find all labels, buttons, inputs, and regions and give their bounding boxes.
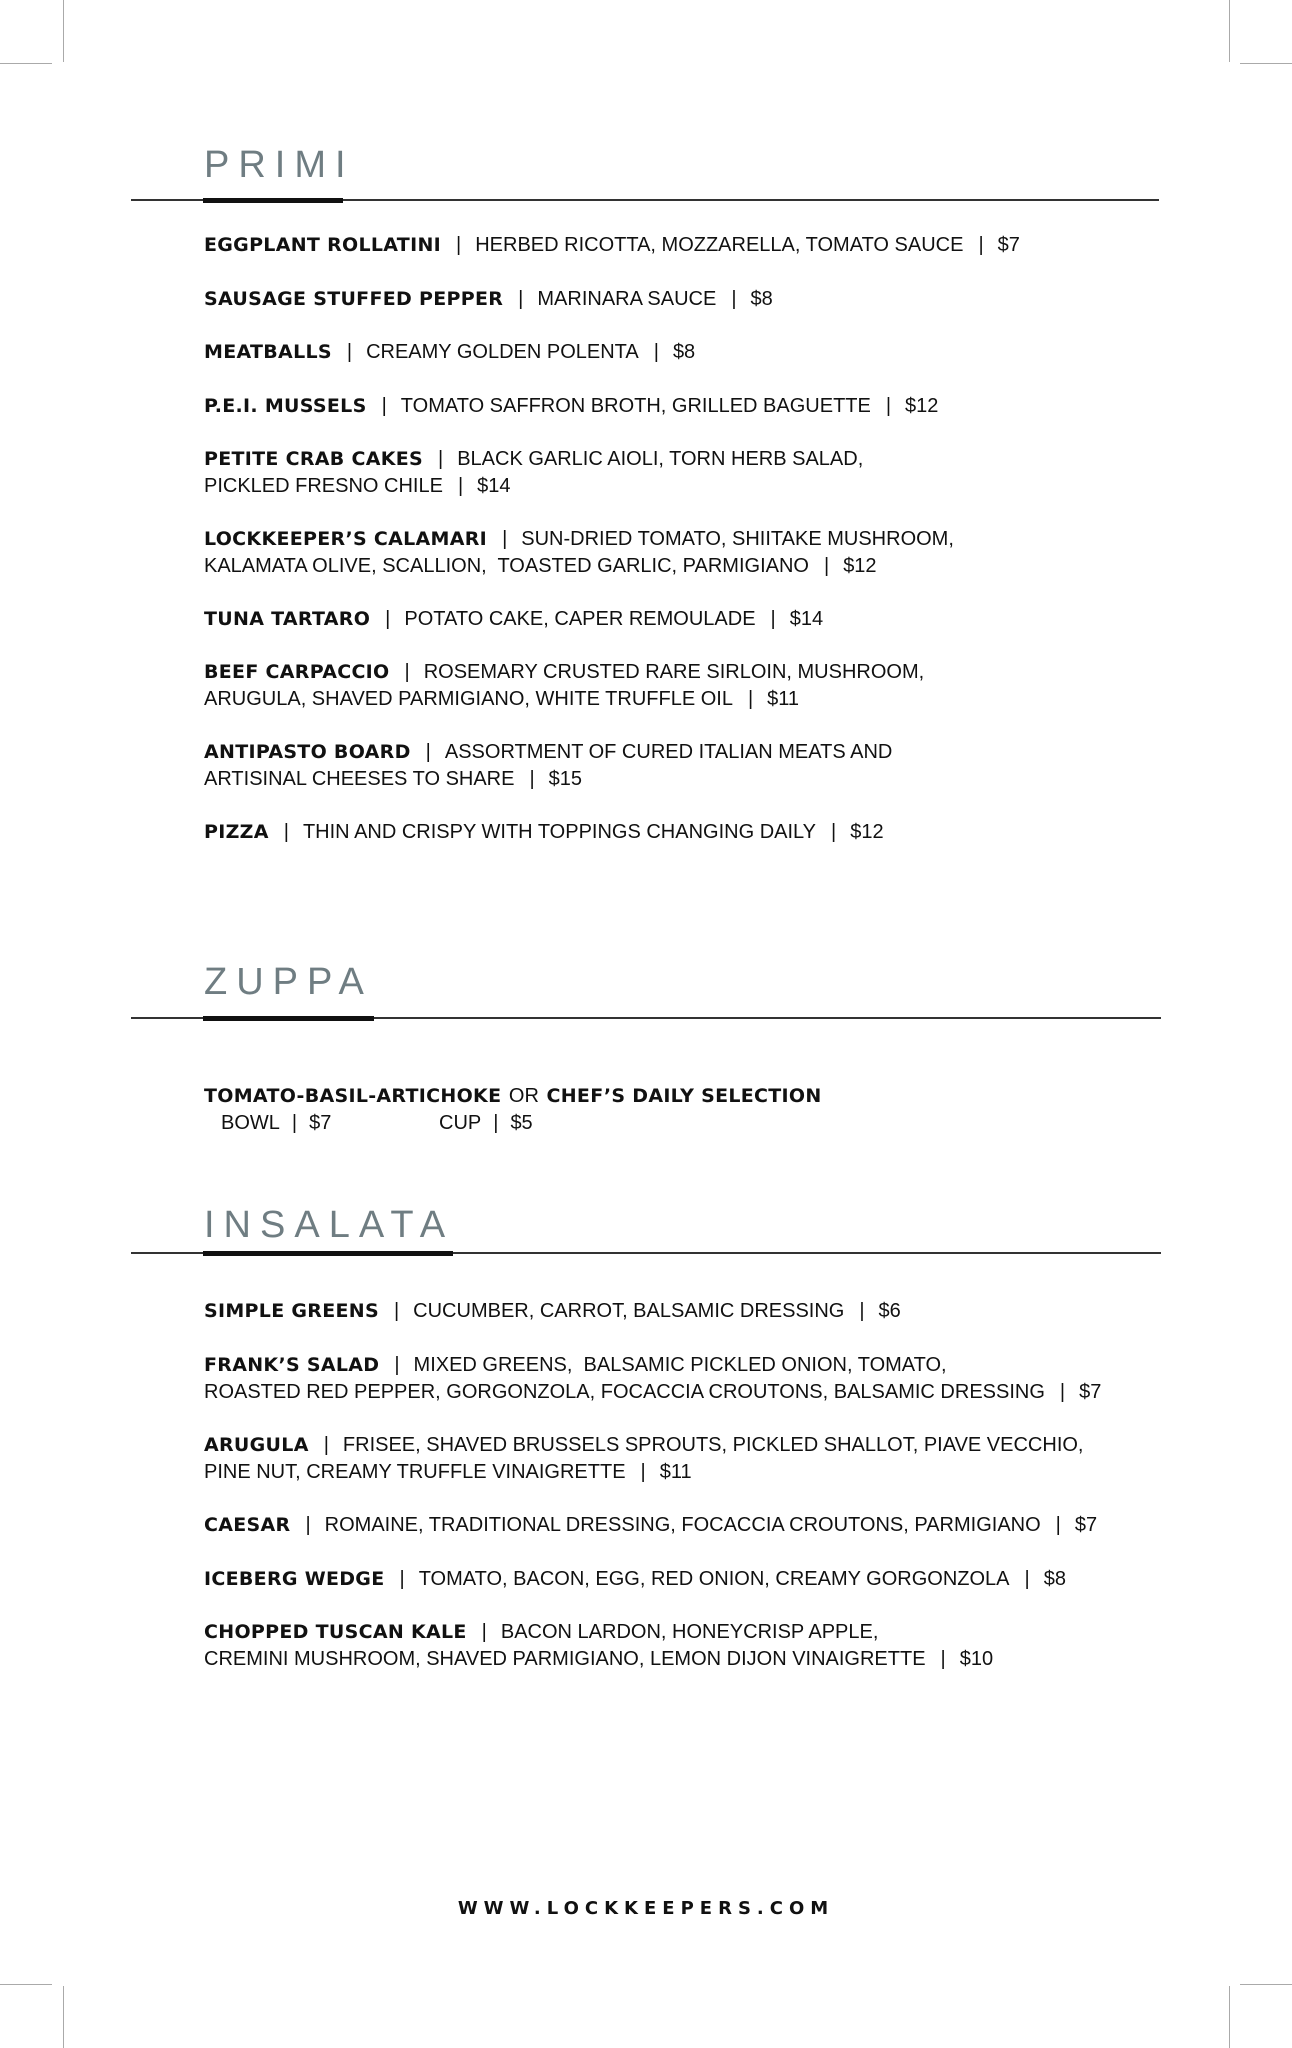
item-description: MARINARA SAUCE xyxy=(537,288,717,310)
zuppa-cup-price xyxy=(439,1110,533,1137)
item-price: $7 xyxy=(1079,1381,1102,1403)
item-name: EGGPLANT ROLLATINI xyxy=(204,234,442,256)
item-name: MEATBALLS xyxy=(204,341,332,363)
item-description: HERBED RICOTTA, MOZZARELLA, TOMATO SAUCE xyxy=(475,234,964,256)
menu-item-pizza xyxy=(204,819,884,846)
crop-mark xyxy=(1240,63,1292,64)
menu-item-chopped-tuscan-kale xyxy=(204,1619,993,1673)
primi-title: PRIMI xyxy=(204,144,355,186)
menu-item-lockkeepers-calamari xyxy=(204,526,954,580)
zuppa-item xyxy=(204,1083,822,1110)
separator: | xyxy=(770,608,776,630)
separator: | xyxy=(529,768,535,790)
item-description-line2: ARUGULA, SHAVED PARMIGIANO, WHITE TRUFFLE OIL xyxy=(204,688,733,710)
separator: | xyxy=(393,1300,400,1322)
menu-item-sausage-stuffed-pepper xyxy=(204,286,773,313)
item-price: $6 xyxy=(878,1300,901,1322)
item-name: PETITE CRAB CAKES xyxy=(204,448,423,470)
menu-item-meatballs xyxy=(204,339,695,366)
item-description: BACON LARDON, HONEYCRISP APPLE, xyxy=(500,1621,879,1643)
item-name: CHEF’S DAILY SELECTION xyxy=(546,1085,822,1107)
item-description: ROMAINE, TRADITIONAL DRESSING, FOCACCIA CROUTONS, PARMIGIANO xyxy=(324,1514,1041,1536)
separator: | xyxy=(481,1621,487,1643)
zuppa-accent xyxy=(203,1016,374,1021)
separator: | xyxy=(1024,1568,1030,1590)
item-name: CAESAR xyxy=(204,1514,291,1536)
menu-item-pei-mussels xyxy=(204,393,938,420)
separator: | xyxy=(653,341,659,363)
item-description: FRISEE, SHAVED BRUSSELS SPROUTS, PICKLED SHALLOT, PIAVE VECCHIO, xyxy=(342,1434,1084,1456)
item-name: ICEBERG WEDGE xyxy=(204,1568,385,1590)
item-description-line2: PICKLED FRESNO CHILE xyxy=(204,475,443,497)
item-price: $14 xyxy=(789,608,824,630)
cup-price: $5 xyxy=(510,1112,533,1134)
separator: | xyxy=(385,608,391,630)
separator: | xyxy=(394,1354,400,1376)
item-description-line2: ROASTED RED PEPPER, GORGONZOLA, FOCACCIA CROUTONS, BALSAMIC DRESSING xyxy=(204,1381,1045,1403)
item-price: $12 xyxy=(843,555,877,577)
separator: | xyxy=(502,528,508,550)
separator: | xyxy=(1055,1514,1061,1536)
separator: | xyxy=(291,1112,298,1134)
separator: | xyxy=(940,1648,946,1670)
item-price: $7 xyxy=(1074,1514,1098,1536)
crop-mark xyxy=(1229,1986,1230,2048)
item-description-line2: CREMINI MUSHROOM, SHAVED PARMIGIANO, LEMON DIJON VINAIGRETTE xyxy=(204,1648,926,1670)
crop-mark xyxy=(63,0,64,62)
menu-item-petite-crab-cakes xyxy=(204,446,863,500)
website-link[interactable]: WWW.LOCKKEEPERS.COM xyxy=(457,1898,835,1919)
crop-mark xyxy=(1229,0,1230,62)
item-description: SUN-DRIED TOMATO, SHIITAKE MUSHROOM, xyxy=(521,528,954,550)
separator: | xyxy=(305,1514,311,1536)
item-name: FRANK’S SALAD xyxy=(204,1354,380,1376)
item-price: $15 xyxy=(548,768,583,790)
item-price: $10 xyxy=(959,1648,994,1670)
item-name: ARUGULA xyxy=(204,1434,309,1456)
item-description: TOMATO, BACON, EGG, RED ONION, CREAMY GORGONZOLA xyxy=(418,1568,1010,1590)
item-name: CHOPPED TUSCAN KALE xyxy=(204,1621,467,1643)
item-price: $7 xyxy=(997,234,1020,256)
item-price: $14 xyxy=(477,475,511,497)
item-description: TOMATO SAFFRON BROTH, GRILLED BAGUETTE xyxy=(400,395,871,417)
separator: | xyxy=(425,741,431,763)
item-description: MIXED GREENS, BALSAMIC PICKLED ONION, TOMATO, xyxy=(413,1354,947,1376)
separator: | xyxy=(885,395,892,417)
item-price: $8 xyxy=(750,288,773,310)
item-name: TUNA TARTARO xyxy=(204,608,371,630)
item-name: SAUSAGE STUFFED PEPPER xyxy=(204,288,504,310)
separator: | xyxy=(640,1461,646,1483)
menu-item-franks-salad xyxy=(204,1352,1101,1406)
item-description-line2: PINE NUT, CREAMY TRUFFLE VINAIGRETTE xyxy=(204,1461,626,1483)
separator: | xyxy=(283,821,289,843)
separator: | xyxy=(747,688,754,710)
item-price: $11 xyxy=(767,688,800,710)
menu-item-antipasto-board xyxy=(204,739,892,793)
separator: | xyxy=(323,1434,329,1456)
menu-item-eggplant-rollatini xyxy=(204,232,1020,259)
crop-mark xyxy=(63,1986,64,2048)
item-name: LOCKKEEPER’S CALAMARI xyxy=(204,528,488,550)
item-description: ROSEMARY CRUSTED RARE SIRLOIN, MUSHROOM, xyxy=(423,661,925,683)
separator: | xyxy=(859,1300,865,1322)
cup-label: CUP xyxy=(439,1112,482,1134)
item-description: ASSORTMENT OF CURED ITALIAN MEATS AND xyxy=(444,741,893,763)
separator: | xyxy=(438,448,444,470)
menu-item-arugula xyxy=(204,1432,1083,1486)
item-description: THIN AND CRISPY WITH TOPPINGS CHANGING DAILY xyxy=(302,821,817,843)
item-description: CUCUMBER, CARROT, BALSAMIC DRESSING xyxy=(413,1300,845,1322)
item-price: $12 xyxy=(905,395,939,417)
separator: | xyxy=(978,234,984,256)
item-price: $8 xyxy=(672,341,696,363)
item-price: $11 xyxy=(659,1461,692,1483)
separator: | xyxy=(731,288,737,310)
crop-mark xyxy=(0,63,52,64)
separator: | xyxy=(831,821,837,843)
item-description: CREAMY GOLDEN POLENTA xyxy=(366,341,639,363)
item-name: ANTIPASTO BOARD xyxy=(204,741,411,763)
item-description: BLACK GARLIC AIOLI, TORN HERB SALAD, xyxy=(457,448,864,470)
separator: | xyxy=(493,1112,499,1134)
crop-mark xyxy=(1240,1984,1292,1985)
primi-accent xyxy=(203,198,343,203)
item-description: POTATO CAKE, CAPER REMOULADE xyxy=(404,608,756,630)
insalata-title: INSALATA xyxy=(204,1204,455,1246)
separator: | xyxy=(381,395,387,417)
menu-item-beef-carpaccio xyxy=(204,659,924,713)
item-price: $8 xyxy=(1043,1568,1066,1590)
item-name: P.E.I. MUSSELS xyxy=(204,395,367,417)
menu-item-tuna-tartaro xyxy=(204,606,823,633)
bowl-price: $7 xyxy=(309,1112,332,1134)
separator: | xyxy=(456,234,462,256)
item-name: TOMATO-BASIL-ARTICHOKE xyxy=(204,1085,502,1107)
zuppa-bowl-price xyxy=(221,1110,331,1137)
separator: | xyxy=(404,661,410,683)
menu-item-iceberg-wedge xyxy=(204,1566,1066,1593)
separator: | xyxy=(823,555,830,577)
bowl-label: BOWL xyxy=(221,1112,280,1134)
separator: | xyxy=(346,341,353,363)
separator: | xyxy=(1059,1381,1066,1403)
insalata-accent xyxy=(203,1251,453,1256)
menu-item-simple-greens xyxy=(204,1298,901,1325)
menu-item-caesar xyxy=(204,1512,1097,1539)
separator: | xyxy=(399,1568,405,1590)
item-name: PIZZA xyxy=(204,821,269,843)
item-description-line2: KALAMATA OLIVE, SCALLION, TOASTED GARLIC, PARMIGIANO xyxy=(204,555,809,577)
connector: OR xyxy=(508,1085,539,1107)
item-price: $12 xyxy=(850,821,884,843)
separator: | xyxy=(457,475,464,497)
zuppa-title: ZUPPA xyxy=(204,961,373,1003)
separator: | xyxy=(518,288,524,310)
item-name: SIMPLE GREENS xyxy=(204,1300,379,1322)
item-description-line2: ARTISINAL CHEESES TO SHARE xyxy=(204,768,515,790)
crop-mark xyxy=(0,1984,52,1985)
item-name: BEEF CARPACCIO xyxy=(204,661,390,683)
